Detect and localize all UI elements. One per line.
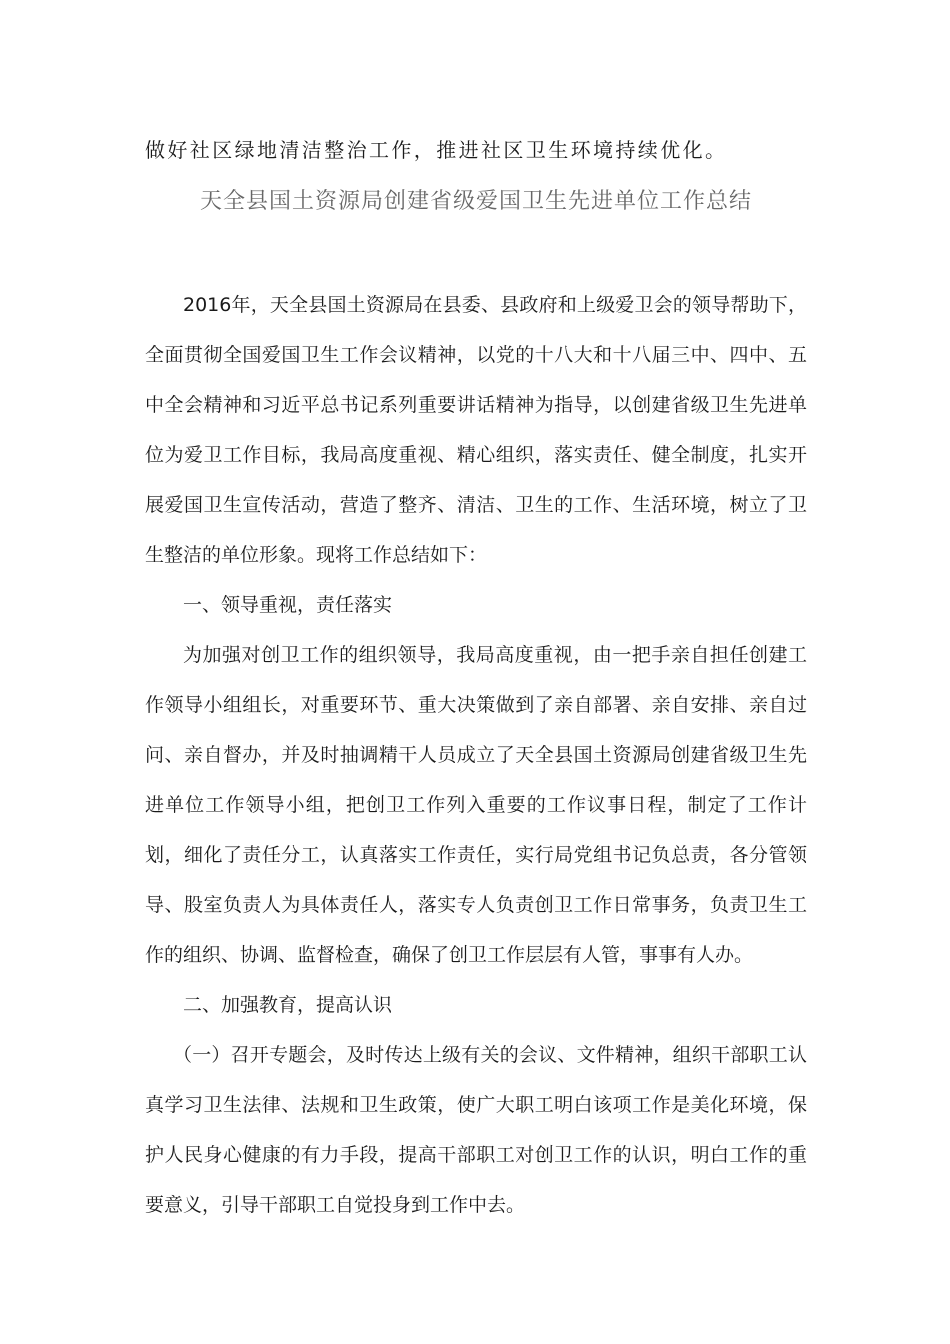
section-heading-1: 一、领导重视，责任落实 [183, 594, 393, 616]
continued-text-line: 做好社区绿地清洁整治工作，推进社区卫生环境持续优化。 [145, 138, 728, 162]
document-body [145, 280, 807, 1230]
paragraph-intro: 2016年，天全县国土资源局在县委、县政府和上级爱卫会的领导帮助下，全面贯彻全国爱国卫生工作会议精神，以党的十八大和十八届三中、四中、五中全会精神和习近平总书记系列重要讲话精神为指导，以创建省级卫生先进单位为爱卫工作目标，我局高度重视、精心组织，落实责任、健全制度，扎实开展爱国卫生宣传活动，营造了整齐、清洁、卫生的工作、生活环境，树立了卫生整洁的单位形象。现将工作总结如下： [145, 294, 807, 566]
document-title: 天全县国土资源局创建省级爱国卫生先进单位工作总结 [199, 189, 752, 214]
section-heading-2: 二、加强教育，提高认识 [183, 994, 393, 1016]
paragraph-section-1: 为加强对创卫工作的组织领导，我局高度重视，由一把手亲自担任创建工作领导小组组长，对重要环节、重大决策做到了亲自部署、亲自安排、亲自过问、亲自督办，并及时抽调精干人员成立了天全县国土资源局创建省级卫生先进单位工作领导小组，把创卫工作列入重要的工作议事日程，制定了工作计划，细化了责任分工，认真落实工作责任，实行局党组书记负总责，各分管领导、股室负责人为具体责任人，落实专人负责创卫工作日常事务，负责卫生工作的组织、协调、监督检查，确保了创卫工作层层有人管，事事有人办。 [145, 644, 807, 966]
paragraph-section-2-item-1: （一）召开专题会，及时传达上级有关的会议、文件精神，组织干部职工认真学习卫生法律、法规和卫生政策，使广大职工明白该项工作是美化环境，保护人民身心健康的有力手段，提高干部职工对创卫工作的认识，明白工作的重要意义，引导干部职工自觉投身到工作中去。 [145, 1044, 807, 1216]
